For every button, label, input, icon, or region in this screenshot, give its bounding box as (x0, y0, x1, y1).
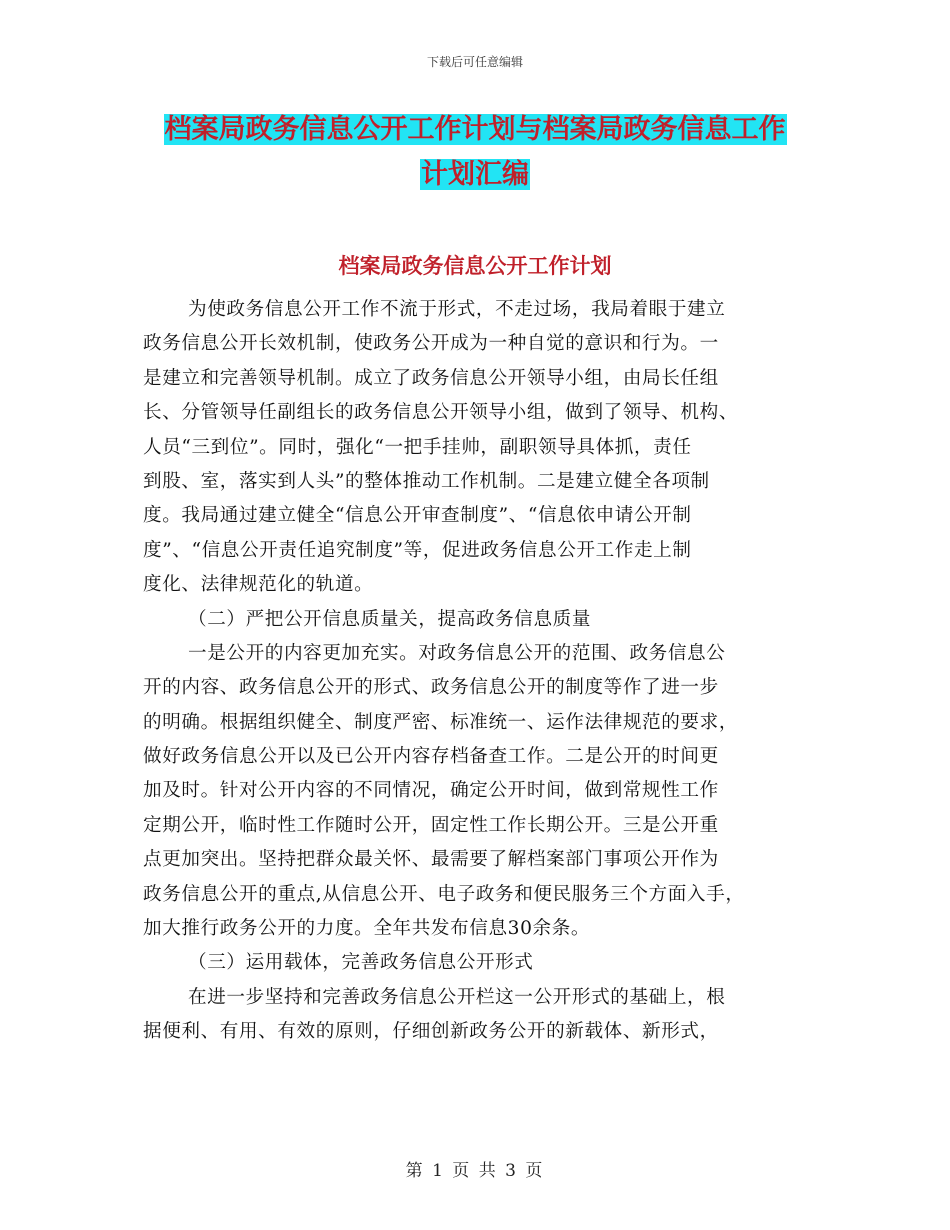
body-line: 度”、“信息公开责任追究制度”等，促进政务信息公开工作走上制 (143, 539, 692, 561)
document-title-text-1: 档案局政务信息公开工作计划与档案局政务信息工作 (164, 114, 786, 145)
body-line: 政务信息公开长效机制，使政务公开成为一种自觉的意识和行为。一 (143, 333, 719, 355)
body-line: 定期公开，临时性工作随时公开，固定性工作长期公开。三是公开重 (143, 814, 719, 836)
body-line: 一是公开的内容更加充实。对政务信息公开的范围、政务信息公 (188, 642, 726, 664)
body-line: 的明确。根据组织健全、制度严密、标准统一、运作法律规范的要求， (143, 711, 739, 733)
body-text (143, 293, 823, 1050)
body-line: 开的内容、政务信息公开的形式、政务信息公开的制度等作了进一步 (143, 677, 719, 699)
document-title-line-2 (0, 157, 950, 193)
body-line: 度。我局通过建立健全“信息公开审查制度”、“信息依申请公开制 (143, 505, 692, 527)
subsection-heading: （二）严把公开信息质量关，提高政务信息质量 (188, 608, 592, 630)
document-title-line-1 (0, 112, 950, 148)
body-line: 做好政务信息公开以及已公开内容存档备查工作。二是公开的时间更 (143, 746, 719, 768)
body-line: 人员“三到位”。同时，强化“一把手挂帅，副职领导具体抓，责任 (143, 436, 692, 458)
section-title: 档案局政务信息公开工作计划 (338, 254, 612, 278)
body-line: 加大推行政务公开的力度。全年共发布信息30余条。 (143, 918, 591, 940)
body-line: 在进一步坚持和完善政务信息公开栏这一公开形式的基础上，根 (188, 986, 726, 1008)
body-line: 为使政务信息公开工作不流于形式，不走过场，我局着眼于建立 (188, 299, 726, 320)
page-number-footer: 第 1 页 共 3 页 (405, 1161, 545, 1181)
body-line: 据便利、有用、有效的原则，仔细创新政务公开的新载体、新形式， (143, 1021, 719, 1043)
body-line: 到股、室，落实到人头”的整体推动工作机制。二是建立健全各项制 (143, 470, 710, 492)
header-note: 下载后可任意编辑 (426, 55, 523, 69)
subsection-heading: （三）运用载体，完善政务信息公开形式 (188, 952, 534, 974)
body-line: 长、分管领导任副组长的政务信息公开领导小组，做到了领导、机构、 (143, 402, 739, 424)
body-line: 加及时。针对公开内容的不同情况，确定公开时间，做到常规性工作 (143, 780, 719, 802)
body-line: 度化、法律规范化的轨道。 (143, 574, 374, 596)
body-line: 政务信息公开的重点,从信息公开、电子政务和便民服务三个方面入手， (143, 883, 745, 905)
body-line: 是建立和完善领导机制。成立了政务信息公开领导小组，由局长任组 (143, 367, 719, 389)
document-title-text-2: 计划汇编 (421, 159, 529, 190)
body-line: 点更加突出。坚持把群众最关怀、最需要了解档案部门事项公开作为 (143, 849, 719, 871)
